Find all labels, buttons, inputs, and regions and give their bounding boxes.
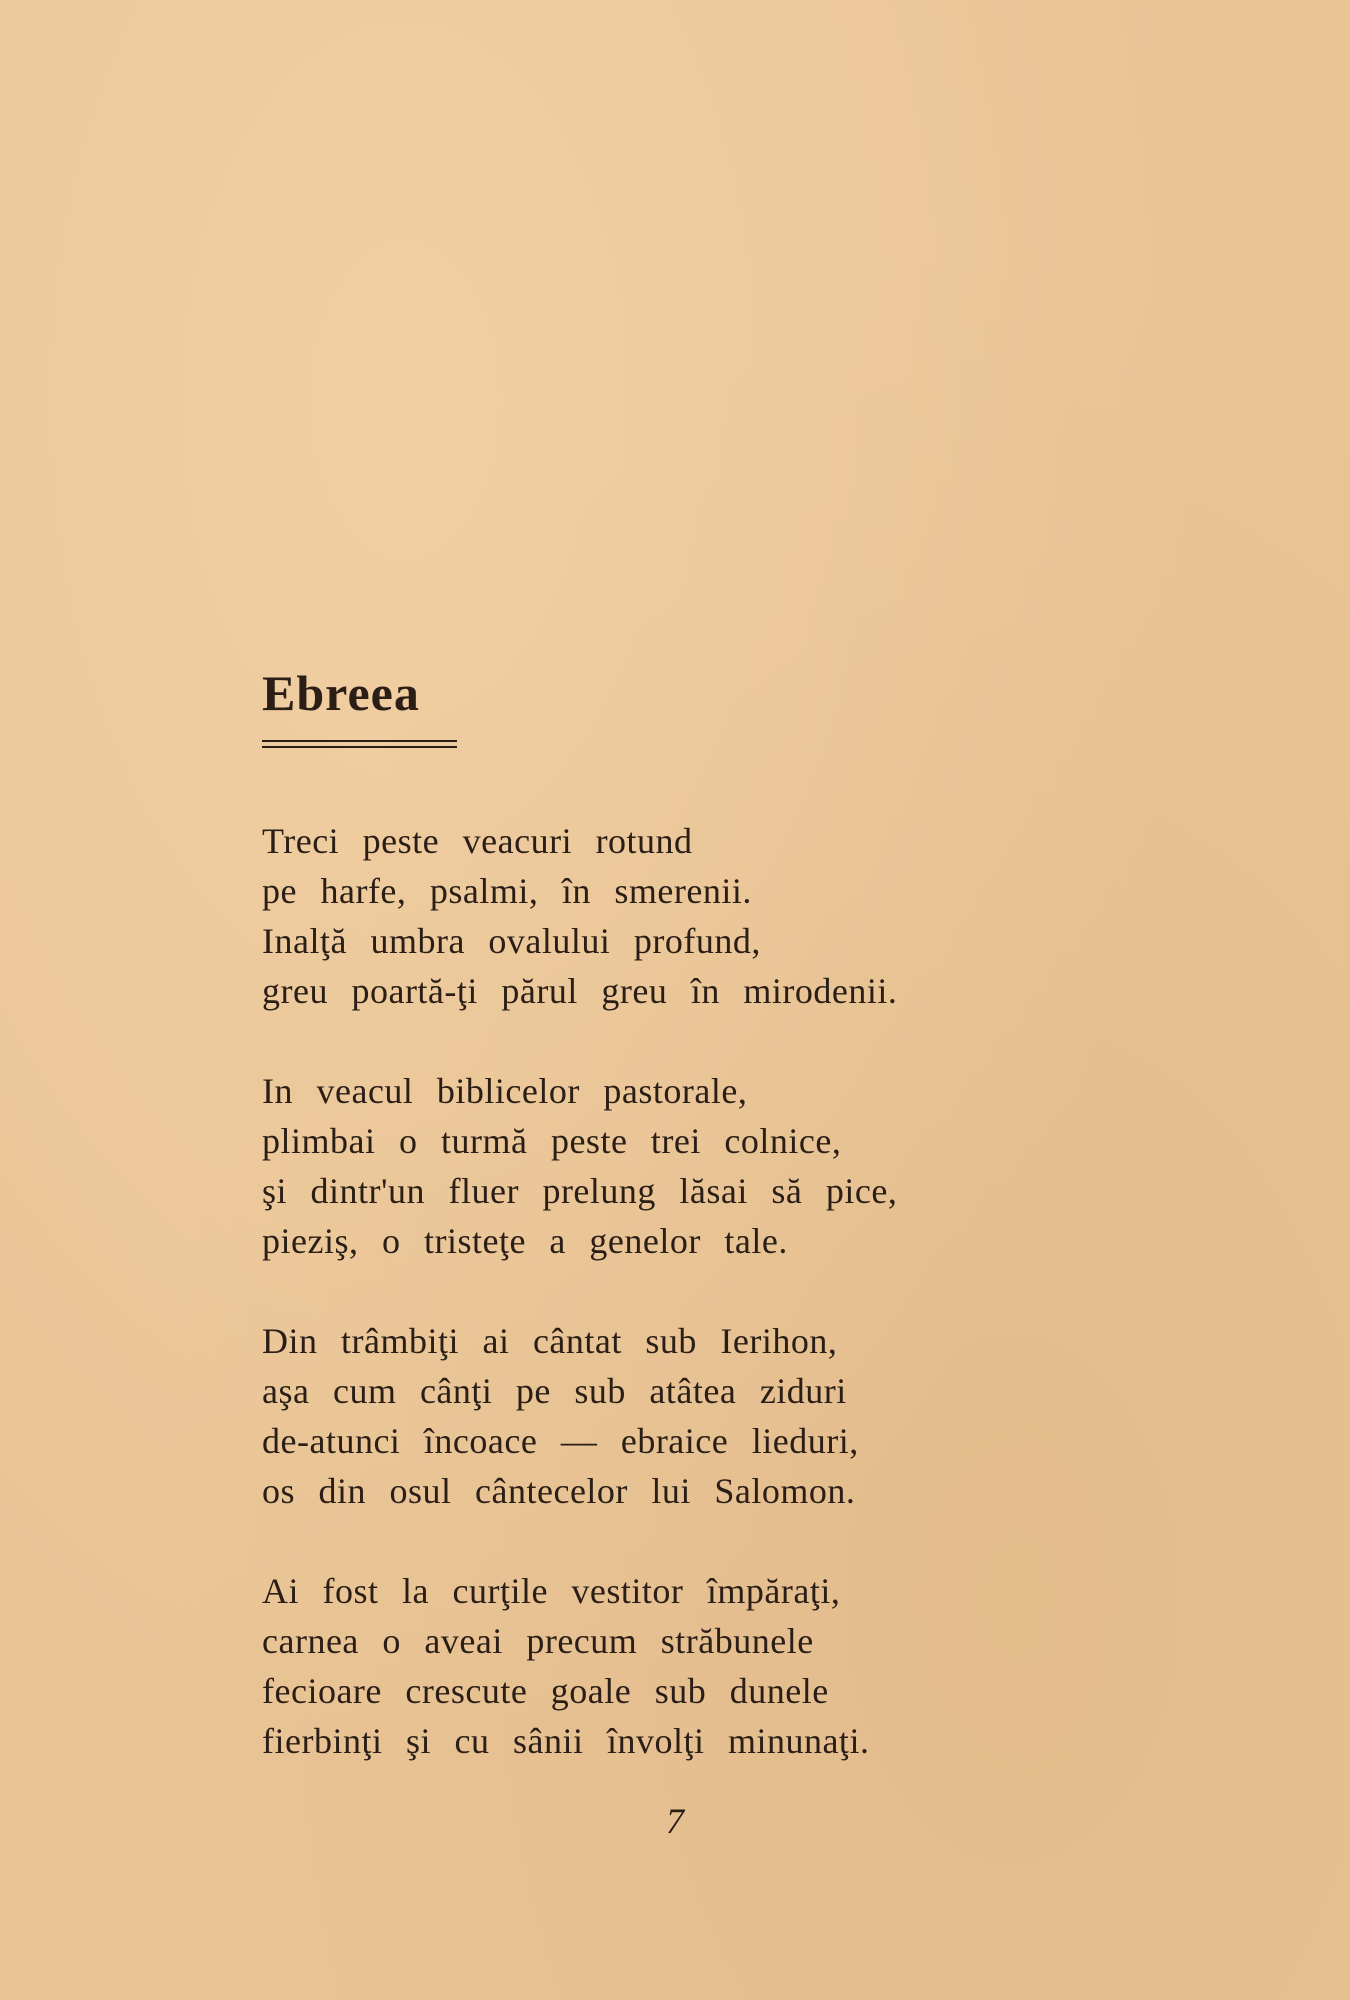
poem-line: Ai fost la curţile vestitor împăraţi, bbox=[262, 1571, 841, 1611]
stanza-1 bbox=[262, 816, 1162, 1016]
poem-line: pieziş, o tristeţe a genelor tale. bbox=[262, 1221, 788, 1261]
poem-line: Treci peste veacuri rotund bbox=[262, 821, 693, 861]
poem-title: Ebreea bbox=[262, 665, 420, 721]
poem-body bbox=[262, 816, 1162, 1816]
title-double-rule bbox=[262, 740, 457, 742]
poem-line: Din trâmbiţi ai cântat sub Ierihon, bbox=[262, 1321, 838, 1361]
poem-line: de-atunci încoace — ebraice lieduri, bbox=[262, 1421, 859, 1461]
stanza-2 bbox=[262, 1066, 1162, 1266]
poem-line: greu poartă-ţi părul greu în mirodenii. bbox=[262, 971, 898, 1011]
poem-line: aşa cum cânţi pe sub atâtea ziduri bbox=[262, 1371, 847, 1411]
poem-line: fierbinţi şi cu sânii învolţi minunaţi. bbox=[262, 1721, 870, 1761]
poem-line: pe harfe, psalmi, în smerenii. bbox=[262, 871, 752, 911]
stanza-3 bbox=[262, 1316, 1162, 1516]
poem-line: şi dintr'un fluer prelung lăsai să pice, bbox=[262, 1171, 898, 1211]
poem-line: carnea o aveai precum străbunele bbox=[262, 1621, 814, 1661]
poem-line: plimbai o turmă peste trei colnice, bbox=[262, 1121, 842, 1161]
poem-line: Inalţă umbra ovalului profund, bbox=[262, 921, 761, 961]
poem-line: fecioare crescute goale sub dunele bbox=[262, 1671, 829, 1711]
title-block bbox=[262, 665, 457, 742]
page-number: 7 bbox=[666, 1801, 684, 1841]
poem-line: In veacul biblicelor pastorale, bbox=[262, 1071, 748, 1111]
poem-line: os din osul cântecelor lui Salomon. bbox=[262, 1471, 856, 1511]
stanza-4 bbox=[262, 1566, 1162, 1766]
